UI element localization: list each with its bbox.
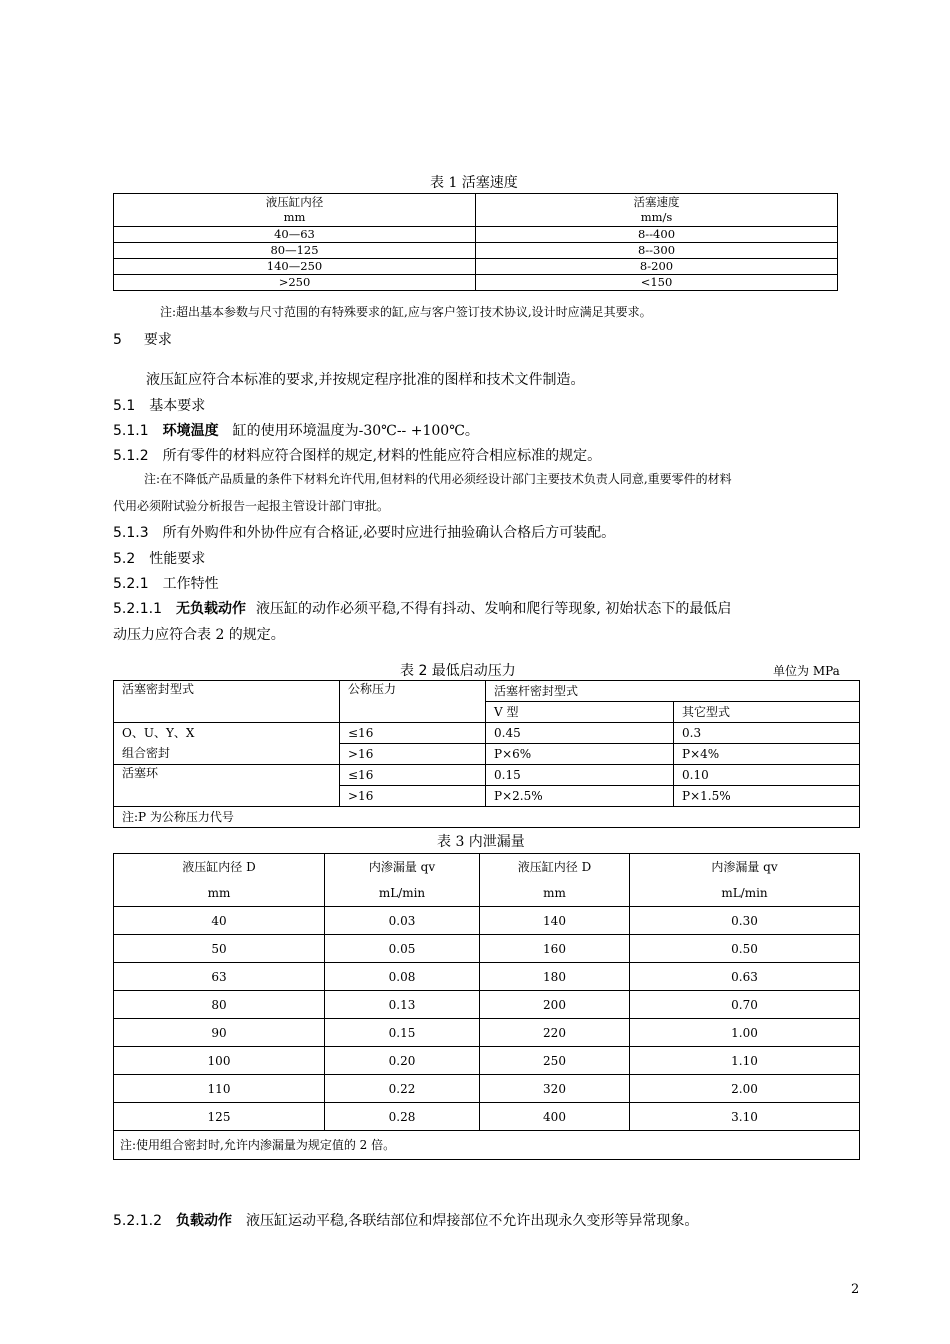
table2-min-start-pressure [113, 680, 860, 828]
section-5-2-1-1-line2: 动压力应符合表 2 的规定。 [113, 627, 285, 643]
table-cell: 8--300 [476, 243, 838, 259]
table-row [114, 681, 860, 702]
table-row [114, 807, 860, 828]
table-cell: 400 [480, 1103, 630, 1131]
section-5-1-heading: 5.1 基本要求 [113, 398, 206, 414]
table-row [114, 243, 838, 259]
table-row [114, 880, 860, 907]
table-header-cell: mL/min [325, 880, 480, 907]
table-row [114, 275, 838, 291]
table-cell: 90 [114, 1019, 325, 1047]
section-5-2-1-heading: 5.2.1 工作特性 [113, 576, 219, 592]
table-cell: 0.05 [325, 935, 480, 963]
table-cell: 200 [480, 991, 630, 1019]
table-cell: 0.45 [486, 723, 674, 744]
table-cell: 0.08 [325, 963, 480, 991]
table-row [114, 227, 838, 243]
table-header-cell: 活塞速度 mm/s [476, 194, 838, 227]
table-cell: 100 [114, 1047, 325, 1075]
section-5-1-2-note-line2: 代用必须附试验分析报告一起报主管设计部门审批。 [113, 499, 390, 513]
section-5-1-2: 5.1.2 所有零件的材料应符合图样的规定,材料的性能应符合相应标准的规定。 [113, 448, 602, 464]
section-5-2-1-1-line1: 5.2.1.1 无负载动作 液压缸的动作必须平稳,不得有抖动、发响和爬行等现象, 初始状态下的最低启 [113, 601, 732, 617]
table-row [114, 259, 838, 275]
table-cell: 180 [480, 963, 630, 991]
table-row [114, 765, 860, 786]
table-cell: 0.15 [486, 765, 674, 786]
table-row [114, 935, 860, 963]
table-cell: P×1.5% [674, 786, 860, 807]
table-header-cell: 液压缸内径 mm [114, 194, 476, 227]
table-header-cell: mm [114, 880, 325, 907]
table3-caption: 表 3 内泄漏量 [437, 834, 525, 850]
table-note: 注:P 为公称压力代号 [114, 807, 860, 828]
table-cell: P×6% [486, 744, 674, 765]
table-cell: 40 [114, 907, 325, 935]
table-row [114, 1075, 860, 1103]
table-row [114, 963, 860, 991]
table-row [114, 1131, 860, 1160]
table-cell: 1.00 [630, 1019, 860, 1047]
table-cell: ≤16 [340, 765, 486, 786]
table-cell: O、U、Y、X 组合密封 [114, 723, 340, 765]
table-cell: 140 [480, 907, 630, 935]
table-cell: 250 [480, 1047, 630, 1075]
table-cell: 80 [114, 991, 325, 1019]
table-cell: 320 [480, 1075, 630, 1103]
table2-caption: 表 2 最低启动压力 [400, 663, 516, 679]
table-row [114, 907, 860, 935]
table-cell: 80—125 [114, 243, 476, 259]
table-cell: >16 [340, 786, 486, 807]
table-cell: ≤16 [340, 723, 486, 744]
table-cell: >16 [340, 744, 486, 765]
table-row [114, 194, 838, 227]
table-cell: <150 [476, 275, 838, 291]
table-header-cell: 液压缸内径 D [114, 854, 325, 881]
section-5-1-2-note-line1: 注:在不降低产品质量的条件下材料允许代用,但材料的代用必须经设计部门主要技术负责人同意,重要零件的材料 [144, 472, 732, 486]
table-note: 注:使用组合密封时,允许内渗漏量为规定值的 2 倍。 [114, 1131, 860, 1160]
table-header-cell: 其它型式 [674, 702, 860, 723]
table-cell: 220 [480, 1019, 630, 1047]
table-cell: 110 [114, 1075, 325, 1103]
table-cell: 0.70 [630, 991, 860, 1019]
table1-caption: 表 1 活塞速度 [430, 175, 518, 191]
table-header-cell: V 型 [486, 702, 674, 723]
table-row [114, 854, 860, 881]
table-cell: 0.20 [325, 1047, 480, 1075]
section-5-paragraph: 液压缸应符合本标准的要求,并按规定程序批准的图样和技术文件制造。 [146, 372, 585, 388]
table-cell: 8-200 [476, 259, 838, 275]
table-cell: 8--400 [476, 227, 838, 243]
table-row [114, 991, 860, 1019]
section-5-1-3: 5.1.3 所有外购件和外协件应有合格证,必要时应进行抽验确认合格后方可装配。 [113, 525, 616, 541]
table-cell: 1.10 [630, 1047, 860, 1075]
table-cell: 0.50 [630, 935, 860, 963]
table-cell: 0.03 [325, 907, 480, 935]
table-header-cell: mL/min [630, 880, 860, 907]
section-5-1-1: 5.1.1 环境温度 缸的使用环境温度为-30℃-- +100℃。 [113, 423, 479, 439]
table-header-cell: 液压缸内径 D [480, 854, 630, 881]
table-cell: >250 [114, 275, 476, 291]
table-cell: 0.63 [630, 963, 860, 991]
table-cell: 3.10 [630, 1103, 860, 1131]
table-cell: 0.10 [674, 765, 860, 786]
section-5-2-heading: 5.2 性能要求 [113, 551, 206, 567]
table-cell: 140—250 [114, 259, 476, 275]
page-number: 2 [851, 1282, 860, 1297]
table-cell: P×2.5% [486, 786, 674, 807]
table-row [114, 1047, 860, 1075]
table-header-cell: 公称压力 [340, 681, 486, 723]
table-cell: 2.00 [630, 1075, 860, 1103]
table1-piston-speed [113, 193, 838, 291]
table-cell: 125 [114, 1103, 325, 1131]
table-row [114, 1103, 860, 1131]
table-cell: 0.22 [325, 1075, 480, 1103]
table3-internal-leakage [113, 853, 860, 1160]
table-row [114, 723, 860, 744]
section-5-2-1-2: 5.2.1.2 负载动作 液压缸运动平稳,各联结部位和焊接部位不允许出现永久变形等异常现象。 [113, 1213, 699, 1229]
table-cell: 0.28 [325, 1103, 480, 1131]
table-cell: 0.3 [674, 723, 860, 744]
table-cell: 活塞环 [114, 765, 340, 807]
table-header-cell: 活塞杆密封型式 [486, 681, 860, 702]
table-cell: 40—63 [114, 227, 476, 243]
table-header-cell: 内渗漏量 qv [630, 854, 860, 881]
table-cell: 0.13 [325, 991, 480, 1019]
table1-note: 注:超出基本参数与尺寸范围的有特殊要求的缸,应与客户签订技术协议,设计时应满足其要求。 [160, 305, 652, 319]
table-cell: 0.15 [325, 1019, 480, 1047]
table-cell: 63 [114, 963, 325, 991]
table-cell: 160 [480, 935, 630, 963]
table-cell: 50 [114, 935, 325, 963]
table-cell: 0.30 [630, 907, 860, 935]
table-header-cell: 活塞密封型式 [114, 681, 340, 723]
section-5-heading: 5 要求 [113, 332, 172, 348]
table-header-cell: 内渗漏量 qv [325, 854, 480, 881]
table-cell: P×4% [674, 744, 860, 765]
table-row [114, 1019, 860, 1047]
table-header-cell: mm [480, 880, 630, 907]
table2-unit: 单位为 MPa [773, 664, 840, 678]
